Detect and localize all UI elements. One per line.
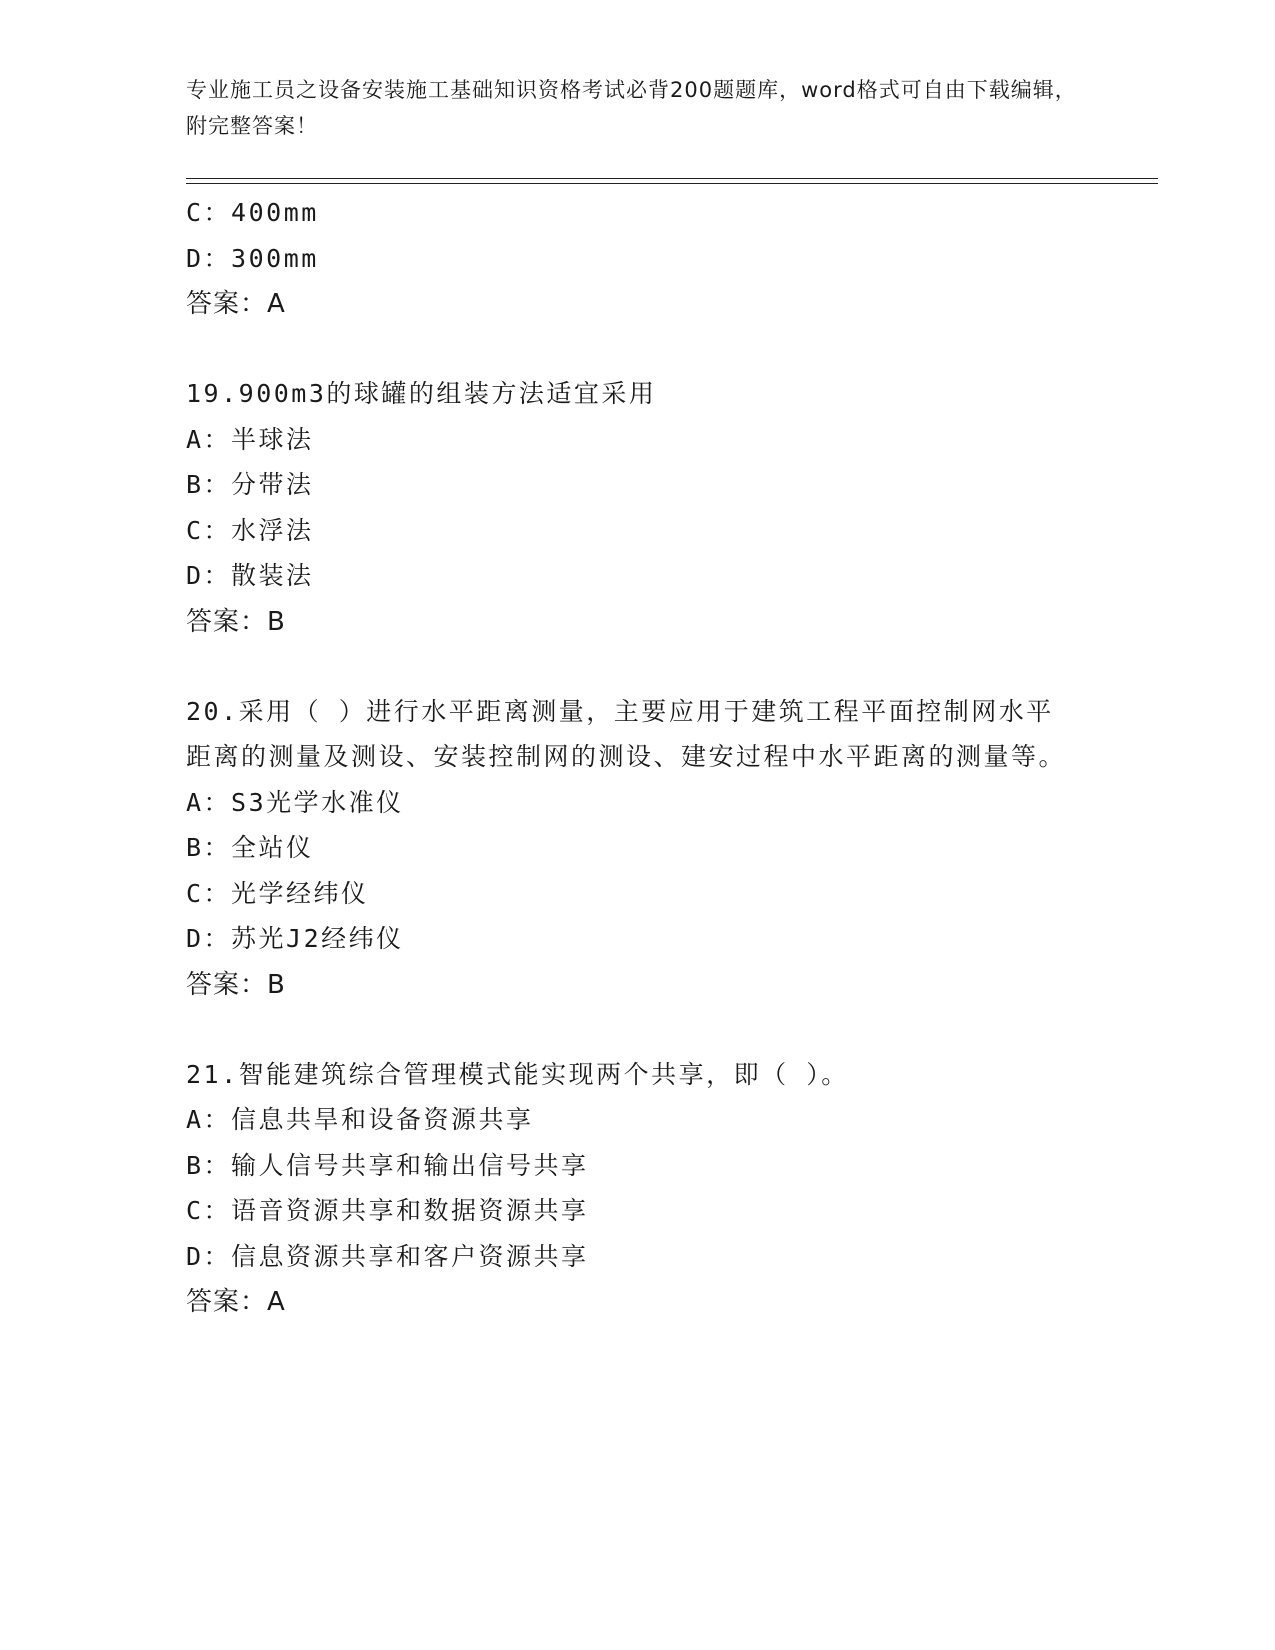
- option-d: D：信息资源共享和客户资源共享: [186, 1241, 589, 1271]
- document-body: [186, 190, 1086, 1325]
- header-divider-top: [186, 178, 1158, 179]
- option-a: A：S3光学水准仪: [186, 787, 404, 817]
- question-block-21: [186, 1052, 1086, 1326]
- spacer: [186, 327, 1086, 371]
- option-d: D：散装法: [186, 561, 314, 590]
- header-title: 专业施工员之设备安装施工基础知识资格考试必背200题题库，word格式可自由下载编辑，附完整答案！: [186, 78, 1077, 138]
- option-d: D：苏光J2经纬仪: [186, 924, 404, 953]
- option-c: C：400mm: [186, 198, 319, 227]
- question-stem: 21.智能建筑综合管理模式能实现两个共享，即（ ）。: [186, 1059, 849, 1089]
- header-divider-bottom: [186, 183, 1158, 184]
- option-a: A：信息共旱和设备资源共享: [186, 1105, 534, 1134]
- option-b: B：输人信号共享和输出信号共享: [186, 1150, 589, 1180]
- question-stem: 20.采用（ ）进行水平距离测量，主要应用于建筑工程平面控制网水平距离的测量及测设、安装控制网的测设、建安过程中水平距离的测量等。: [186, 696, 1067, 771]
- document-header: [186, 72, 1086, 144]
- answer-line: 答案：A: [186, 1287, 286, 1317]
- option-d: D：300mm: [186, 243, 319, 273]
- question-block-18: [186, 190, 1086, 327]
- answer-line: 答案：B: [186, 606, 286, 637]
- answer-line: 答案：A: [186, 289, 286, 319]
- question-stem: 19.900m3的球罐的组装方法适宜采用: [186, 379, 657, 408]
- question-block-20: [186, 689, 1086, 1008]
- option-b: B：分带法: [186, 470, 314, 499]
- option-a: A：半球法: [186, 424, 314, 454]
- option-c: C：语音资源共享和数据资源共享: [186, 1196, 589, 1225]
- spacer: [186, 1008, 1086, 1052]
- option-b: B：全站仪: [186, 833, 314, 862]
- spacer: [186, 645, 1086, 689]
- question-block-19: [186, 371, 1086, 645]
- option-c: C：水浮法: [186, 515, 314, 545]
- option-c: C：光学经纬仪: [186, 878, 369, 908]
- answer-line: 答案：B: [186, 969, 286, 1000]
